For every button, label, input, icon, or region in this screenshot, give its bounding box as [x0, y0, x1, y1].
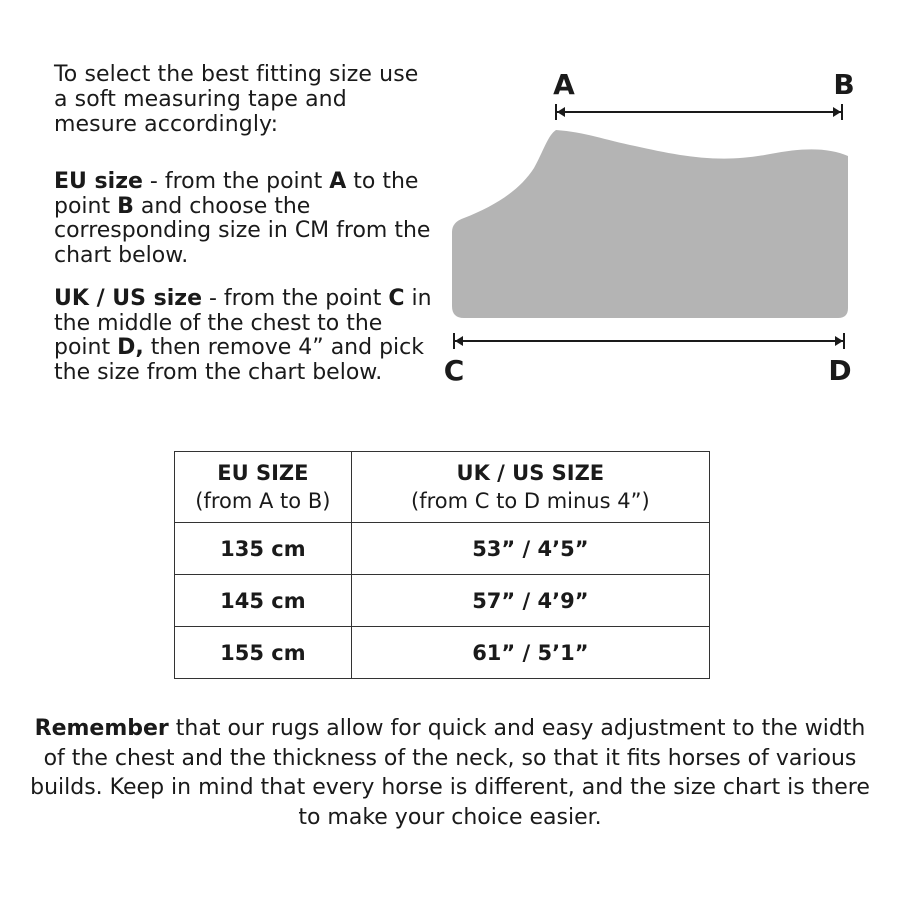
- remember-note: [30, 714, 870, 832]
- remember-bold: Remember: [34, 716, 169, 741]
- b-arrowhead: [833, 107, 841, 117]
- eu-size-instructions: [54, 170, 434, 268]
- point-c-ref: C: [388, 286, 405, 311]
- header-eu-sub: (from A to B): [195, 489, 331, 513]
- remember-text: that our rugs allow for quick and easy adjustment to the width of the chest and the thickness of the neck, so that it fits horses of various builds. Keep in mind that every horse is different, and the size chart is there to make your choice easier.: [30, 716, 870, 830]
- a-arrowhead: [557, 107, 565, 117]
- table-header-row: [175, 452, 710, 523]
- intro-text: To select the best fitting size use a soft measuring tape and mesure accordingly:: [54, 62, 419, 137]
- uk-size-cell: 61” / 5’1”: [351, 627, 709, 679]
- point-d-ref: D,: [117, 335, 144, 360]
- point-a-ref: A: [329, 169, 347, 194]
- uk-text-3: then remove 4” and pick the size from the chart below.: [54, 335, 424, 385]
- header-eu-size: [175, 452, 352, 523]
- eu-size-cell: 155 cm: [175, 627, 352, 679]
- header-eu-title: EU SIZE: [217, 461, 309, 485]
- uk-size-cell: 53” / 4’5”: [351, 523, 709, 575]
- uk-text-2: in the middle of the chest to the point: [54, 286, 432, 360]
- label-c: C: [443, 354, 465, 387]
- uk-size-label: UK / US size: [54, 286, 202, 311]
- eu-text-2: to the point: [54, 169, 419, 219]
- eu-text-1: - from the point: [142, 169, 330, 194]
- d-arrowhead: [835, 336, 843, 346]
- uk-size-cell: 57” / 4’9”: [351, 575, 709, 627]
- eu-size-label: EU size: [54, 169, 143, 194]
- label-a: A: [553, 68, 575, 101]
- eu-size-cell: 135 cm: [175, 523, 352, 575]
- table-row: [175, 523, 710, 575]
- label-b: B: [833, 68, 855, 101]
- point-b-ref: B: [117, 193, 134, 219]
- label-d: D: [828, 354, 852, 387]
- table-row: [175, 575, 710, 627]
- header-uk-sub: (from C to D minus 4”): [411, 489, 650, 513]
- table-row: [175, 627, 710, 679]
- size-chart-table: [174, 451, 710, 679]
- eu-size-cell: 145 cm: [175, 575, 352, 627]
- uk-text-1: - from the point: [202, 286, 389, 311]
- header-uk-title: UK / US SIZE: [456, 461, 605, 485]
- rug-measurement-diagram: [430, 60, 870, 400]
- eu-text-3: and choose the corresponding size in CM from the chart below.: [54, 193, 431, 268]
- uk-size-instructions: [54, 287, 434, 385]
- header-uk-us-size: [351, 452, 709, 523]
- rug-silhouette: [452, 130, 848, 318]
- c-arrowhead: [455, 336, 463, 346]
